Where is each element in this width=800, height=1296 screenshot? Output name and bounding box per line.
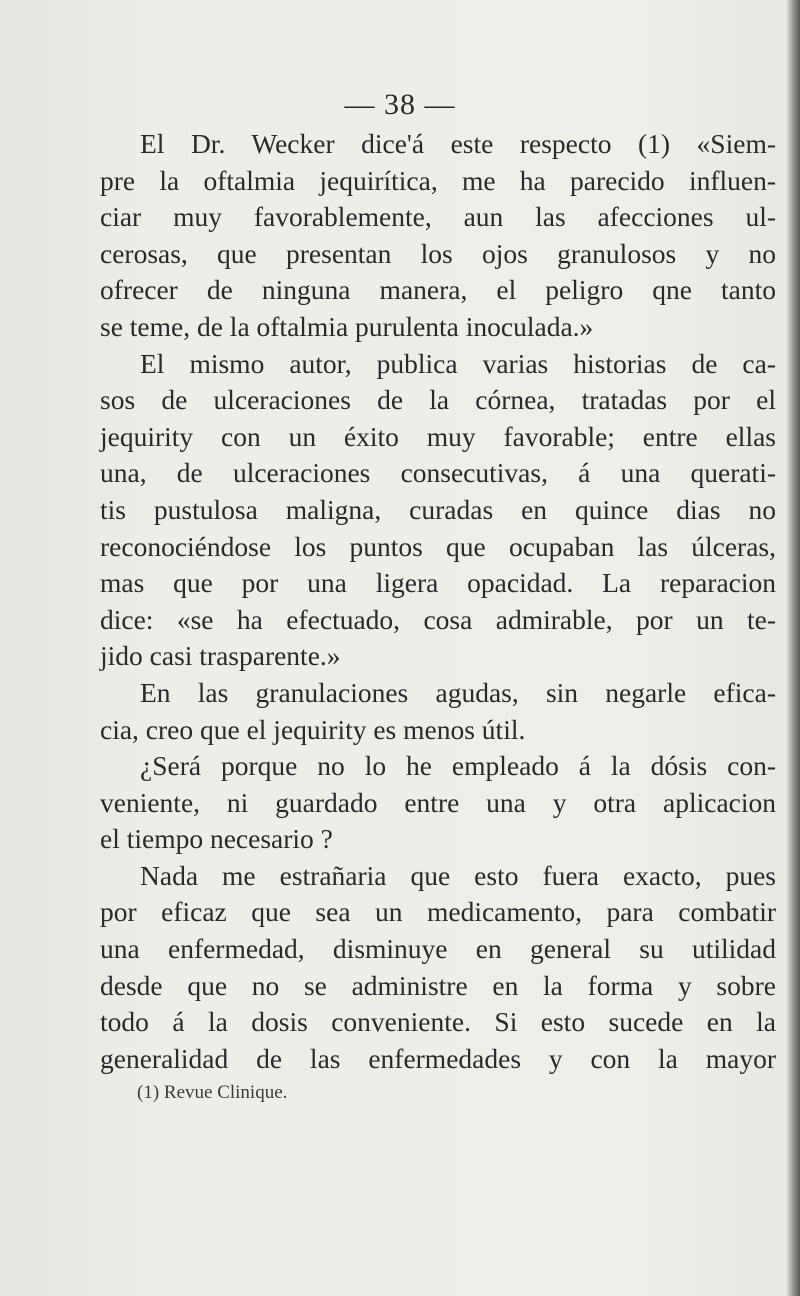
text-line: cia, creo que el jequirity es menos útil. [100,713,526,745]
text-line: Nada me estrañaria que esto fuera exacto, pues [140,859,776,891]
text-line: todo á la dosis conveniente. Si esto sucede en la [100,1006,776,1038]
text-line: ¿Será porque no lo he empleado á la dósis con- [140,750,776,782]
body-text [100,126,776,1077]
page-edge-shadow [786,0,800,1296]
text-line: jido casi trasparente.» [100,640,341,672]
text-line: ciar muy favorablemente, aun las afecciones ul- [100,201,776,233]
text-line: En las granulaciones agudas, sin negarle efica- [140,676,776,708]
text-line: sos de ulceraciones de la córnea, tratadas por el [100,384,776,416]
text-line: mas que por una ligera opacidad. La reparacion [100,567,776,599]
text-line: generalidad de las enfermedades y con la mayor [100,1042,776,1074]
text-line: el tiempo necesario ? [100,823,333,855]
text-line: se teme, de la oftalmia purulenta inoculada.» [100,310,594,342]
text-line: reconociéndose los puntos que ocupaban las úlceras, [100,530,776,562]
text-line: jequirity con un éxito muy favorable; entre ellas [100,420,776,452]
text-line: pre la oftalmia jequirítica, me ha parecido influen- [100,164,776,196]
page-number: — 38 — [344,88,456,121]
text-line: dice: «se ha efectuado, cosa admirable, por un te- [100,603,776,635]
footnote: (1) Revue Clinique. [137,1082,288,1103]
text-line: veniente, ni guardado entre una y otra aplicacion [100,786,776,818]
text-line: una, de ulceraciones consecutivas, á una querati- [100,457,776,489]
text-line: tis pustulosa maligna, curadas en quince dias no [100,493,776,525]
text-line: ofrecer de ninguna manera, el peligro qne tanto [100,274,776,306]
text-line: una enfermedad, disminuye en general su utilidad [100,933,776,965]
text-line: desde que no se administre en la forma y sobre [100,969,776,1001]
text-line: El Dr. Wecker dice'á este respecto (1) «Siem- [140,128,776,159]
text-line: cerosas, que presentan los ojos granulosos y no [100,237,776,269]
text-line: El mismo autor, publica varias historias de ca- [140,347,776,379]
text-line: por eficaz que sea un medicamento, para combatir [100,896,776,928]
